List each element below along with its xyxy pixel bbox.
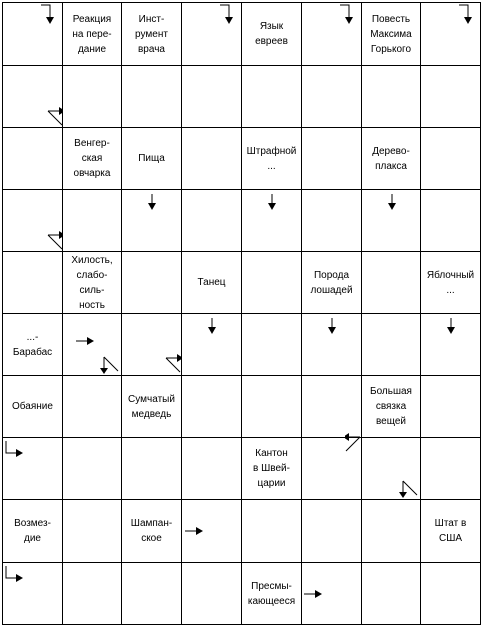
arrow-down-icon (242, 190, 302, 257)
clue-cell: Яблочный ... (426, 269, 475, 296)
arrow-glyph (3, 563, 63, 625)
answer-cell[interactable] (242, 252, 301, 313)
arrow-down-icon (122, 190, 182, 257)
arrow-glyph (421, 3, 481, 65)
arrow-glyph (302, 563, 362, 625)
clue-cell: Танец (197, 277, 226, 288)
answer-cell[interactable] (3, 252, 62, 313)
answer-cell[interactable] (302, 128, 361, 189)
answer-cell[interactable] (362, 66, 420, 127)
answer-cell[interactable] (302, 190, 361, 251)
answer-cell[interactable] (362, 563, 420, 624)
answer-cell[interactable] (63, 438, 121, 499)
arrow-right-icon (183, 500, 243, 567)
answer-cell[interactable] (182, 190, 241, 251)
clue-cell: Сумчатый медведь (128, 393, 175, 420)
answer-cell[interactable] (122, 438, 181, 499)
arrow-glyph (359, 437, 419, 499)
clue-cell: Возмез- дие (14, 518, 51, 544)
arrow-right-down-icon (3, 3, 63, 70)
clue-cell: Большая связка вещей (370, 386, 412, 427)
answer-cell[interactable] (63, 376, 121, 437)
clue-cell: Пресмы- кающееся (247, 580, 296, 607)
arrow-diag-down-icon (359, 437, 419, 504)
arrow-glyph (3, 3, 63, 65)
clue-cell: Язык евреев (255, 21, 288, 47)
answer-cell[interactable] (421, 190, 480, 251)
answer-cell[interactable] (182, 438, 241, 499)
answer-cell[interactable] (362, 500, 420, 562)
arrow-glyph (3, 190, 63, 252)
answer-cell[interactable] (122, 563, 181, 624)
arrow-diag-right-icon (3, 66, 63, 133)
answer-cell[interactable] (421, 563, 480, 624)
arrow-right-icon (302, 563, 362, 630)
arrow-diag-right-icon (3, 190, 63, 257)
clue-cell: Инст- румент врача (135, 13, 168, 55)
clue-cell: Венгер- ская овчарка (73, 138, 111, 179)
arrow-right-down-icon (302, 3, 362, 70)
arrow-down-icon (182, 314, 242, 381)
arrow-down-right-icon (3, 563, 63, 630)
clue-cell: Штрафной ... (246, 145, 297, 172)
clue-cell: Пища (138, 153, 165, 164)
clue-cell: ...- Барабас (12, 331, 53, 358)
clue-cell: Порода лошадей (310, 269, 353, 296)
answer-cell[interactable] (242, 314, 301, 375)
answer-cell[interactable] (3, 128, 62, 189)
arrow-glyph (122, 190, 182, 252)
answer-cell[interactable] (122, 252, 181, 313)
arrow-glyph (183, 500, 243, 562)
arrow-glyph (3, 438, 63, 500)
clue-cell: Кантон в Швей- царии (253, 448, 290, 489)
clue-cell: Обаяние (12, 401, 53, 412)
answer-cell[interactable] (63, 66, 121, 127)
clue-cell: Хилость, слабо- силь- ность (71, 255, 113, 311)
arrow-diag-down-icon (60, 313, 120, 380)
arrow-glyph (242, 190, 302, 252)
arrow-glyph (302, 314, 362, 376)
clue-cell: Реакция на пере- дание (72, 13, 112, 55)
answer-cell[interactable] (362, 252, 420, 313)
answer-cell[interactable] (63, 190, 121, 251)
arrow-diag-right-icon (121, 313, 181, 380)
answer-cell[interactable] (421, 376, 480, 437)
answer-cell[interactable] (242, 500, 301, 562)
arrow-glyph (60, 313, 120, 375)
clue-cell: Штат в США (434, 518, 467, 544)
arrow-glyph (3, 66, 63, 128)
arrow-glyph (302, 3, 362, 65)
answer-cell[interactable] (421, 438, 480, 499)
answer-cell[interactable] (302, 66, 361, 127)
answer-cell[interactable] (182, 563, 241, 624)
arrow-right-down-icon (182, 3, 242, 70)
arrow-glyph (182, 3, 242, 65)
arrow-down-icon (421, 314, 481, 381)
arrow-down-right-icon (3, 438, 63, 505)
arrow-down-icon (302, 314, 362, 381)
arrow-down-icon (362, 190, 422, 257)
clue-cell: Повесть Максима Горького (370, 13, 412, 55)
answer-cell[interactable] (421, 66, 480, 127)
arrow-glyph (362, 190, 422, 252)
answer-cell[interactable] (182, 376, 241, 437)
answer-cell[interactable] (242, 376, 301, 437)
answer-cell[interactable] (182, 128, 241, 189)
answer-cell[interactable] (302, 500, 361, 562)
arrow-right-down-icon (421, 3, 481, 70)
arrow-glyph (121, 313, 181, 375)
answer-cell[interactable] (122, 66, 181, 127)
arrow-glyph (421, 314, 481, 376)
answer-cell[interactable] (242, 66, 301, 127)
answer-cell[interactable] (63, 563, 121, 624)
clue-cell: Шампан- ское (130, 518, 173, 544)
answer-cell[interactable] (421, 128, 480, 189)
answer-cell[interactable] (362, 314, 420, 375)
clue-cell: Дерево- плакса (372, 145, 410, 172)
answer-cell[interactable] (63, 500, 121, 562)
answer-cell[interactable] (182, 66, 241, 127)
arrow-glyph (182, 314, 242, 376)
